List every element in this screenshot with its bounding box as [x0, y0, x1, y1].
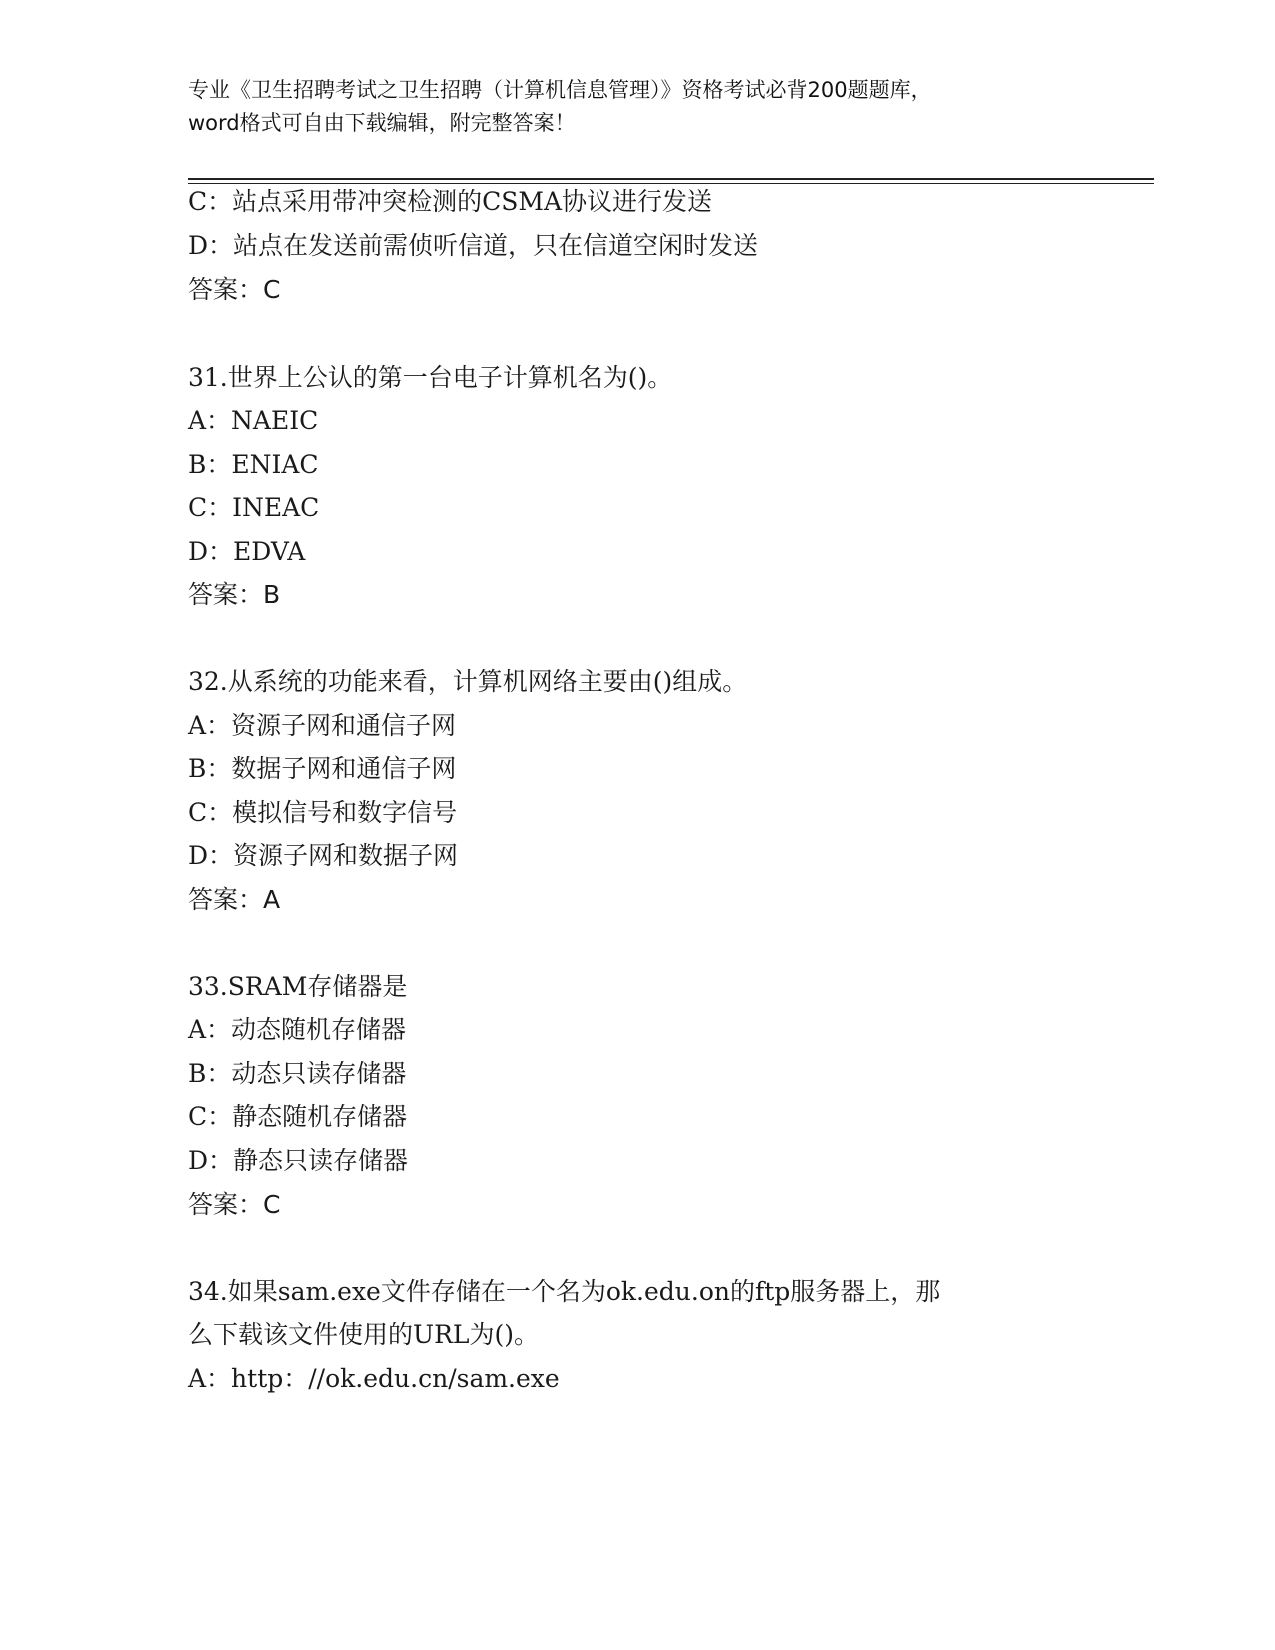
question-33-option-d: D：静态只读存储器	[188, 1146, 409, 1175]
question-32-option-a: A：资源子网和通信子网	[188, 711, 457, 740]
question-34-stem-line-1: 34.如果sam.exe文件存储在一个名为ok.edu.on的ftp服务器上，那	[188, 1277, 941, 1306]
option-c: C：站点采用带冲突检测的CSMA协议进行发送	[188, 187, 713, 216]
question-33-option-c: C：静态随机存储器	[188, 1102, 408, 1131]
option-d: D：站点在发送前需侦听信道，只在信道空闲时发送	[188, 231, 759, 260]
question-33-option-b: B：动态只读存储器	[188, 1059, 407, 1088]
question-34-option-a: A：http：//ok.edu.cn/sam.exe	[188, 1364, 560, 1393]
header-divider	[188, 178, 1154, 180]
answer: 答案：C	[188, 275, 281, 304]
question-32-answer: 答案：A	[188, 885, 281, 914]
question-32-stem: 32.从系统的功能来看，计算机网络主要由()组成。	[188, 667, 748, 696]
question-31-answer: 答案：B	[188, 580, 281, 609]
header-divider-thin	[188, 183, 1154, 184]
question-31-option-d: D：EDVA	[188, 537, 306, 566]
question-31-option-b: B：ENIAC	[188, 450, 319, 479]
question-33-stem: 33.SRAM存储器是	[188, 972, 408, 1001]
question-31-option-c: C：INEAC	[188, 493, 320, 522]
header-line-1: 专业《卫生招聘考试之卫生招聘（计算机信息管理）》资格考试必背200题题库，	[188, 78, 932, 102]
question-33-answer: 答案：C	[188, 1190, 281, 1219]
document-header	[188, 74, 1088, 140]
question-34-stem-line-2: 么下载该文件使用的URL为()。	[188, 1320, 540, 1349]
question-31-stem: 31.世界上公认的第一台电子计算机名为()。	[188, 363, 673, 392]
question-31-option-a: A：NAEIC	[188, 406, 319, 435]
question-32-option-c: C：模拟信号和数字信号	[188, 798, 458, 827]
question-33-option-a: A：动态随机存储器	[188, 1015, 407, 1044]
header-line-2: word格式可自由下载编辑，附完整答案！	[188, 111, 576, 135]
question-32-option-b: B：数据子网和通信子网	[188, 754, 457, 783]
question-32-option-d: D：资源子网和数据子网	[188, 841, 459, 870]
